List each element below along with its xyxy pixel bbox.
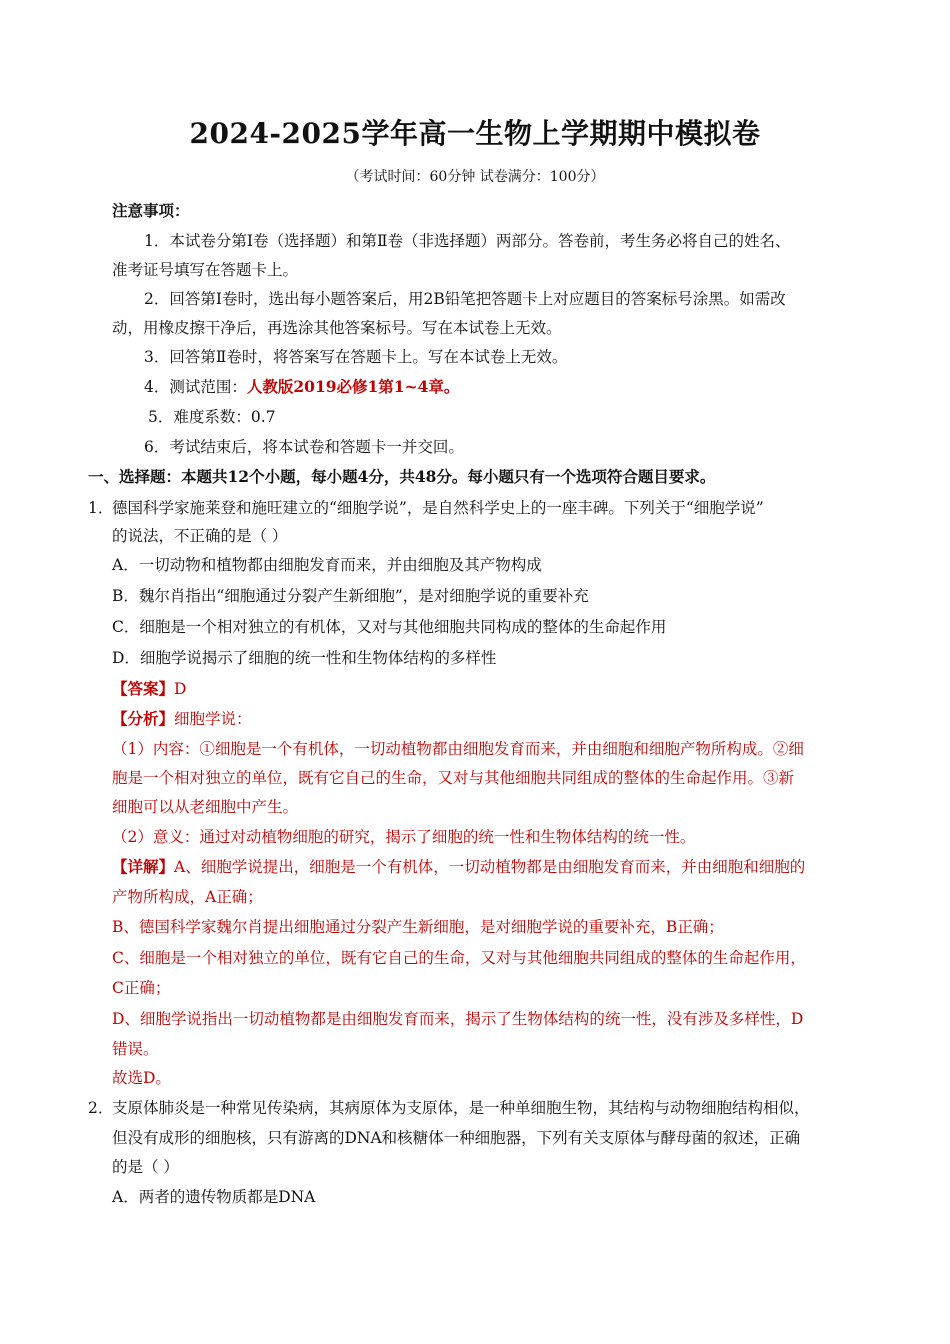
question-stem: 但没有成形的细胞核，只有游离的DNA和核糖体一种细胞器，下列有关支原体与酵母菌的叙述，正确	[112, 1129, 801, 1147]
answer-value: D	[174, 680, 187, 698]
detail-text: 产物所构成，A正确；	[112, 888, 263, 906]
detail-text: B、德国科学家魏尔肖提出细胞通过分裂产生新细胞，是对细胞学说的重要补充，B正确；	[112, 918, 724, 936]
notes-heading: 注意事项：	[112, 201, 190, 220]
note-range-value: 人教版2019必修1第1~4章。	[246, 377, 460, 396]
option-b: B．魏尔肖指出“细胞通过分裂产生新细胞”，是对细胞学说的重要补充	[112, 587, 589, 605]
note-item: 2．回答第Ⅰ卷时，选出每小题答案后，用2B铅笔把答题卡上对应题目的答案标号涂黑。如需改	[144, 290, 786, 308]
option-c: C．细胞是一个相对独立的有机体，又对与其他细胞共同构成的整体的生命起作用	[112, 618, 667, 636]
detail-text: D、细胞学说指出一切动植物都是由细胞发育而来，揭示了生物体结构的统一性，没有涉及多样性，D	[112, 1010, 804, 1028]
note-item: 1．本试卷分第Ⅰ卷（选择题）和第Ⅱ卷（非选择题）两部分。答卷前，考生务必将自己的姓名、	[144, 232, 791, 250]
question-stem: 的是（ ）	[112, 1158, 179, 1176]
answer-tag: 【答案】	[112, 679, 175, 698]
section-heading: 一、选择题：本题共12个小题，每小题4分，共48分。每小题只有一个选项符合题目要求。	[88, 467, 716, 486]
note-item: 准考证号填写在答题卡上。	[112, 261, 299, 279]
question-stem: 支原体肺炎是一种常见传染病，其病原体为支原体，是一种单细胞生物，其结构与动物细胞结构相似，	[112, 1099, 810, 1117]
answer-line	[112, 674, 862, 704]
analysis-line	[112, 704, 862, 734]
detail-tag: 【详解】	[112, 857, 175, 876]
analysis-text: （2）意义：通过对动植物细胞的研究，揭示了细胞的统一性和生物体结构的统一性。	[112, 828, 696, 846]
detail-text: 错误。	[112, 1040, 159, 1058]
note-item: 5．难度系数：0.7	[148, 408, 276, 426]
analysis-text: 细胞可以从老细胞中产生。	[112, 798, 299, 816]
analysis-tag: 【分析】	[112, 709, 175, 728]
detail-line	[112, 852, 862, 882]
analysis-intro: 细胞学说：	[174, 710, 252, 728]
note-range-prefix: 4．测试范围：	[144, 378, 247, 396]
option-a: A．两者的遗传物质都是DNA	[112, 1188, 316, 1206]
detail-text: C正确；	[112, 979, 171, 997]
question-stem: 的说法，不正确的是（ ）	[112, 527, 288, 545]
question-number: 1．	[88, 499, 114, 517]
option-a: A．一切动物和植物都由细胞发育而来，并由细胞及其产物构成	[112, 556, 542, 574]
question-number: 2．	[88, 1099, 114, 1117]
detail-text: C、细胞是一个相对独立的单位，既有它自己的生命，又对与其他细胞共同组成的整体的生命起作用，	[112, 949, 806, 967]
note-item: 3．回答第Ⅱ卷时，将答案写在答题卡上。写在本试卷上无效。	[144, 348, 568, 366]
detail-text: A、细胞学说提出，细胞是一个有机体，一切动植物都是由细胞发育而来，并由细胞和细胞的	[174, 858, 806, 876]
analysis-text: 胞是一个相对独立的单位，既有它自己的生命，又对与其他细胞共同组成的整体的生命起作用。③新	[112, 769, 795, 787]
option-d: D．细胞学说揭示了细胞的统一性和生物体结构的多样性	[112, 649, 497, 667]
detail-conclusion: 故选D。	[112, 1069, 171, 1087]
question-stem: 德国科学家施莱登和施旺建立的“细胞学说”，是自然科学史上的一座丰碑。下列关于“细胞学说”	[112, 499, 764, 517]
analysis-text: （1）内容：①细胞是一个有机体，一切动植物都由细胞发育而来，并由细胞和细胞产物所构成。②细	[112, 740, 804, 758]
exam-subtitle: （考试时间：60分钟 试卷满分：100分）	[345, 169, 605, 185]
note-item: 6．考试结束后，将本试卷和答题卡一并交回。	[144, 438, 464, 456]
note-item: 动，用橡皮擦干净后，再选涂其他答案标号。写在本试卷上无效。	[112, 319, 562, 337]
note-item-range	[144, 372, 894, 402]
page-title: 2024-2025学年高一生物上学期期中模拟卷	[189, 117, 761, 150]
